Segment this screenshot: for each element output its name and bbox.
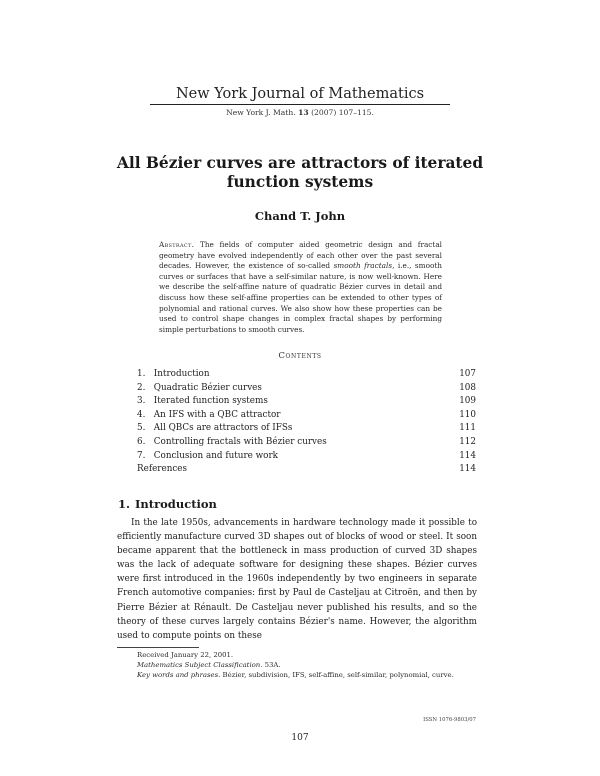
toc-item[interactable] (137, 395, 476, 409)
footnotes (137, 651, 482, 680)
toc-item-label: Quadratic Bézier curves (153, 382, 262, 393)
toc-item-page: 111 (459, 423, 476, 434)
toc-item-page: 107 (459, 369, 476, 379)
toc-item-label: An IFS with a QBC attractor (153, 409, 281, 420)
toc-item-label: Iterated function systems (153, 396, 268, 407)
footnote-msc (137, 661, 482, 671)
abstract-text-1: The fields of computer aided geometric design and fractal geometry have evolved independently of each other over the past several decades. However, the existence of so-called (159, 240, 442, 271)
footnote-keywords (137, 671, 482, 681)
contents-heading: Contents (278, 351, 322, 361)
paper-author: Chand T. John (254, 209, 346, 223)
journal-title: New York Journal of Mathematics (175, 86, 425, 102)
toc-item-number: 2. (137, 382, 146, 393)
table-of-contents (137, 368, 476, 477)
toc-item-number: 7. (137, 450, 146, 461)
toc-item[interactable] (137, 436, 476, 450)
toc-item-number: 4. (137, 409, 146, 420)
section-number: 1. (118, 497, 131, 511)
toc-item-label: Introduction (153, 369, 210, 379)
toc-item[interactable] (137, 368, 476, 382)
page-number: 107 (291, 733, 309, 743)
abstract-italic: smooth fractals (333, 261, 393, 271)
toc-item[interactable] (137, 422, 476, 436)
toc-item[interactable] (137, 450, 476, 464)
journal-citation (0, 108, 600, 117)
toc-item-number: 6. (137, 436, 146, 447)
paper-title: All Bézier curves are attractors of iterated function systems (116, 154, 484, 191)
toc-item-label: All QBCs are attractors of IFSs (153, 423, 293, 434)
abstract-label: Abstract. (159, 240, 195, 249)
citation-suffix: (2007) 107–115. (311, 108, 374, 117)
toc-item-number: 3. (137, 396, 146, 407)
toc-item-label: References (137, 464, 188, 475)
toc-item-page: 109 (459, 396, 476, 407)
citation-prefix: New York J. Math. (226, 108, 296, 117)
citation-volume: 13 (298, 108, 309, 117)
abstract-text-2: , i.e., smooth curves or surfaces that have a self-similar nature, is now well-known. Here we describe the self-affine nature of quadratic Bézier curves in detail and discuss how these self-affine properties can be extended to other types of polynomial and rational curves. We also show how these properties can be used to control shape changes in complex fractal shapes by performing simple perturbations to smooth curves. (159, 261, 443, 334)
toc-item-page: 112 (459, 436, 476, 447)
toc-item-references[interactable] (137, 463, 476, 477)
footnote-received: Received January 22, 2001. (137, 651, 234, 659)
section-heading (118, 497, 217, 511)
msc-label: Mathematics Subject Classification. (137, 660, 263, 669)
header-rule (150, 104, 450, 105)
msc-value: 53A. (264, 660, 281, 669)
toc-item-page: 108 (459, 382, 476, 393)
keywords-label: Key words and phrases. (137, 670, 221, 679)
body-paragraph: In the late 1950s, advancements in hardware technology made it possible to efficiently manufacture curved 3D shapes out of blocks of wood or steel. It soon became apparent that the bottleneck in mass production of curved 3D shapes was the lack of adequate software for designing these shapes. Bézier curves were first introduced in the 1960s independently by two engineers in separate French automotive companies: first by Paul de Casteljau at Citroën, and then by Pierre Bézier at Rénault. De Casteljau never published his results, and so the theory of these curves largely contains Bézier's name. However, the algorithm used to compute points on these (117, 518, 477, 641)
toc-item-label: Controlling fractals with Bézier curves (153, 436, 327, 447)
toc-item-number: 5. (137, 423, 146, 434)
toc-item[interactable] (137, 409, 476, 423)
toc-item-number: 1. (137, 369, 146, 379)
section-title: Introduction (135, 497, 217, 511)
toc-item-page: 110 (459, 409, 476, 420)
issn: ISSN 1076-9803/07 (423, 717, 476, 723)
keywords-value: Bézier, subdivision, IFS, self-affine, self-similar, polynomial, curve. (222, 670, 454, 679)
footnote-rule (117, 647, 199, 648)
toc-item-page: 114 (459, 464, 476, 475)
abstract (159, 240, 442, 335)
toc-item[interactable] (137, 382, 476, 396)
toc-item-label: Conclusion and future work (153, 450, 279, 461)
toc-item-page: 114 (459, 450, 476, 461)
